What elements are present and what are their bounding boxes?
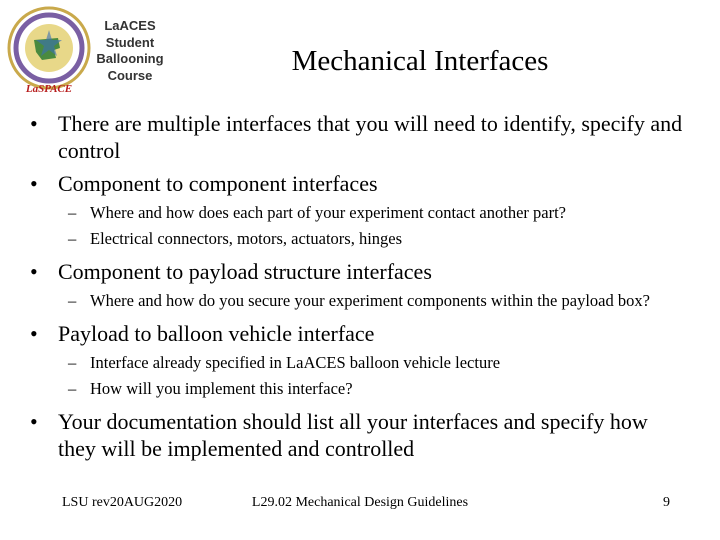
sub-bullet-item: [30, 202, 690, 223]
footer-lecture-title: L29.02 Mechanical Design Guidelines: [251, 495, 469, 510]
bullet-marker: •: [30, 409, 38, 434]
bullet-item: [30, 110, 690, 164]
bullet-text: Your documentation should list all your interfaces and specify how they will be implemented and controlled: [58, 409, 648, 461]
sub-bullet-item: [30, 228, 690, 249]
dash-marker: –: [68, 203, 77, 222]
bullet-marker: •: [30, 259, 38, 284]
bullet-item: [30, 170, 690, 197]
logo-line: Course: [107, 67, 153, 83]
logo-emblem-icon: [6, 4, 92, 96]
dash-marker: –: [68, 291, 77, 310]
sub-bullet-text: Where and how does each part of your experiment contact another part?: [90, 203, 566, 222]
bullet-item: [30, 258, 690, 285]
sub-bullet-text: Interface already specified in LaACES balloon vehicle lecture: [90, 353, 501, 372]
dash-marker: –: [68, 379, 77, 398]
lasace-logo: [6, 4, 168, 96]
bullet-marker: •: [30, 321, 38, 346]
sub-bullet-item: [30, 378, 690, 399]
bullet-text: Component to payload structure interfaces: [58, 259, 432, 284]
logo-course-name: [94, 18, 166, 84]
bullet-text: Component to component interfaces: [58, 171, 378, 196]
logo-line: Ballooning: [96, 51, 164, 66]
logo-line: Student: [105, 34, 155, 50]
bullet-item: [30, 320, 690, 347]
dash-marker: –: [68, 353, 77, 372]
slide-title: Mechanical Interfaces: [291, 45, 549, 77]
sub-bullet-item: [30, 290, 690, 311]
bullet-item: [30, 408, 690, 462]
sub-bullet-text: Electrical connectors, motors, actuators, hinges: [90, 229, 403, 248]
sub-bullet-text: Where and how do you secure your experiment components within the payload box?: [90, 291, 650, 310]
bullet-text: There are multiple interfaces that you will need to identify, specify and control: [58, 111, 683, 163]
bullet-marker: •: [30, 171, 38, 196]
logo-wordmark: LaSPACE: [25, 83, 73, 95]
dash-marker: –: [68, 229, 77, 248]
footer-revision: LSU rev20AUG2020: [62, 495, 183, 510]
sub-bullet-text: How will you implement this interface?: [90, 379, 353, 398]
logo-line: LaACES: [104, 18, 156, 33]
sub-bullet-item: [30, 352, 690, 373]
bullet-list: [30, 104, 690, 462]
bullet-marker: •: [30, 111, 38, 136]
bullet-text: Payload to balloon vehicle interface: [58, 321, 375, 346]
footer-page-number: 9: [663, 495, 670, 510]
